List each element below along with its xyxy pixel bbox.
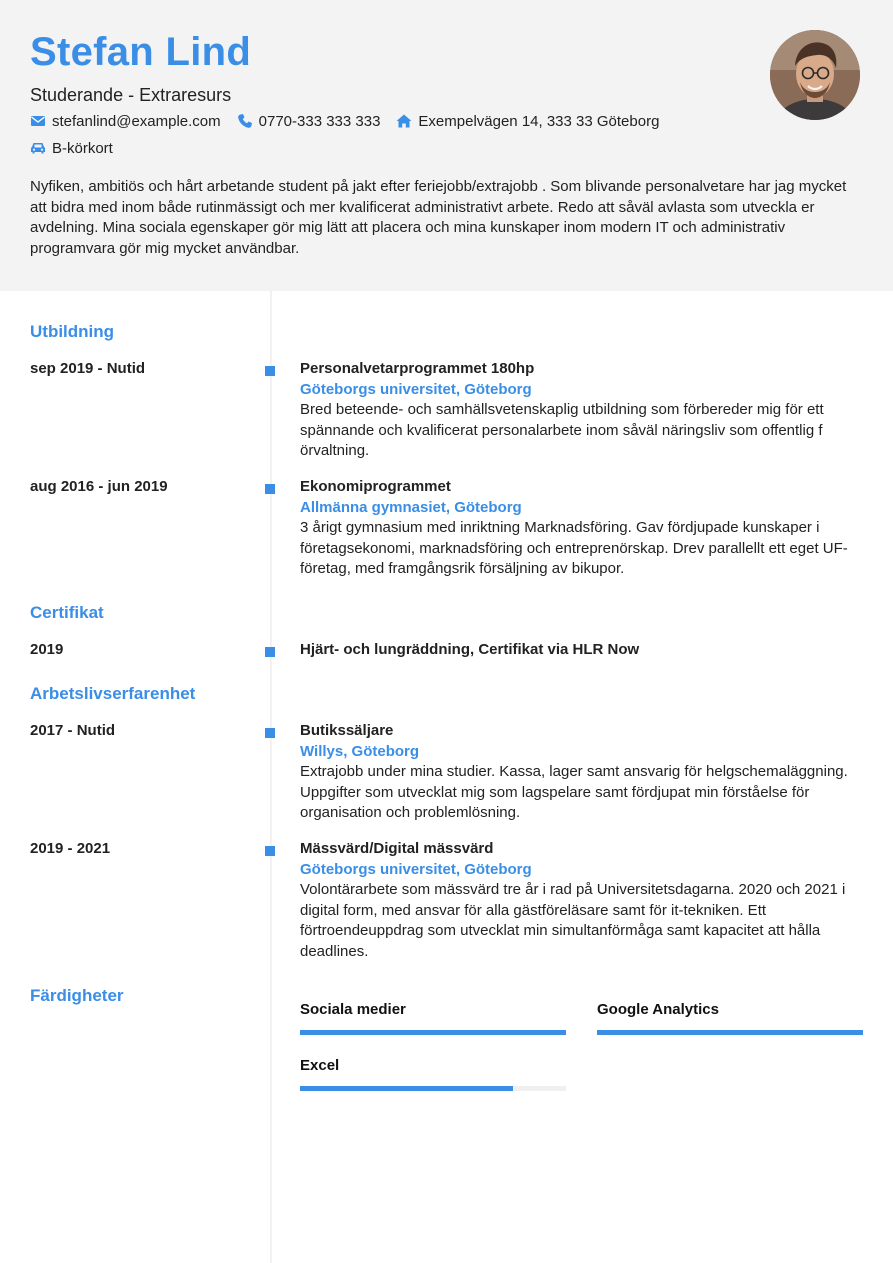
phone-icon: [237, 113, 253, 129]
experience-date: 2019 - 2021: [30, 840, 111, 857]
timeline-bullet: [265, 484, 275, 494]
license-text: B-körkort: [52, 139, 113, 157]
skill-level-fill: [597, 1030, 863, 1035]
license-row: [30, 138, 129, 158]
header: [0, 0, 893, 291]
entry-organization: Göteborgs universitet, Göteborg: [300, 380, 532, 398]
entry-description: 3 årigt gymnasium med inriktning Marknadsföring. Gav fördjupade kunskaper i företagsekonomi, marknadsföring och entreprenörskap. Drev parallellt ett eget UF-företag, med framgångsrik försäljning av bikupor.: [300, 519, 848, 577]
contact-email[interactable]: [30, 113, 221, 130]
contact-license: [30, 140, 113, 157]
skill-item: [300, 1057, 566, 1091]
envelope-icon: [30, 113, 46, 129]
timeline-bullet: [265, 846, 275, 856]
section-title-education: Utbildning: [30, 322, 115, 341]
entry-title: Butikssäljare: [300, 722, 394, 739]
entry-organization: Allmänna gymnasiet, Göteborg: [300, 498, 522, 516]
entry-title: Mässvärd/Digital mässvärd: [300, 840, 494, 857]
entry-title: Personalvetarprogrammet 180hp: [300, 360, 535, 377]
skill-label: Excel: [300, 1057, 340, 1074]
education-entry: [300, 477, 865, 580]
entry-organization: Willys, Göteborg: [300, 742, 420, 760]
skill-item: [597, 1001, 863, 1035]
skill-level-track: [597, 1030, 863, 1035]
entry-description: Volontärarbete som mässvärd tre år i rad på Universitetsdagarna. 2020 och 2021 i digital form, med ansvar för alla gästföreläsare samt för it-tekniken. Ett förtroendeuppdrag som utvecklat min simultanförmåga samt kapacitet att hålla deadlines.: [300, 881, 846, 960]
section-title-certificates: Certifikat: [30, 603, 104, 622]
education-date: aug 2016 - jun 2019: [30, 478, 168, 495]
experience-entry: [300, 839, 865, 962]
profile-photo: [770, 30, 860, 120]
phone-text: 0770-333 333 333: [258, 112, 381, 130]
education-entry: [300, 359, 865, 462]
entry-organization: Göteborgs universitet, Göteborg: [300, 860, 532, 878]
email-text: stefanlind@example.com: [52, 112, 221, 130]
timeline-bullet: [265, 728, 275, 738]
skill-item: [300, 1001, 566, 1035]
skill-level-fill: [300, 1030, 566, 1035]
timeline-divider: [270, 291, 272, 1263]
skill-level-track: [300, 1030, 566, 1035]
home-icon: [396, 113, 412, 129]
entry-description: Extrajobb under mina studier. Kassa, lager samt ansvarig för helgschemaläggning. Uppgifter som utvecklat mig som lagspelare samt fördjupat min förståelse för organisation och problemlösning.: [300, 763, 848, 821]
entry-description: Bred beteende- och samhällsvetenskaplig utbildning som förbereder mig för ett spännande och kvalificerat personalarbete inom såväl näringsliv som offentlig f örvaltning.: [300, 401, 824, 459]
section-title-skills: Färdigheter: [30, 986, 124, 1005]
contact-row: [30, 111, 675, 131]
skill-level-track: [300, 1086, 566, 1091]
address-text: Exempelvägen 14, 333 33 Göteborg: [418, 112, 660, 130]
certificate-date: 2019: [30, 641, 64, 658]
skill-label: Sociala medier: [300, 1001, 406, 1018]
experience-date: 2017 - Nutid: [30, 722, 116, 739]
certificate-entry: [300, 640, 865, 661]
car-icon: [30, 140, 46, 156]
experience-entry: [300, 721, 865, 824]
timeline-bullet: [265, 647, 275, 657]
entry-title: Ekonomiprogrammet: [300, 478, 451, 495]
avatar: [770, 30, 860, 120]
skill-level-fill: [300, 1086, 513, 1091]
candidate-subtitle: Studerande - Extraresurs: [30, 85, 232, 105]
profile-summary: Nyfiken, ambitiös och hårt arbetande student på jakt efter feriejobb/extrajobb . Som blivande personalvetare har jag mycket att bidra med inom både rutinmässigt och mer kvalificerat administrativt arbete. Redo att såväl avlasta som utveckla er avdelning. Mina sociala egenskaper gör mig lätt att placera och mina kunskaper inom modern IT och administrativ programvara gör mig mycket användbar.: [30, 178, 847, 257]
timeline-bullet: [265, 366, 275, 376]
education-date: sep 2019 - Nutid: [30, 360, 146, 377]
section-title-experience: Arbetslivserfarenhet: [30, 684, 196, 703]
contact-address: [396, 113, 659, 130]
contact-phone[interactable]: [237, 113, 381, 130]
candidate-name: Stefan Lind: [30, 30, 252, 74]
entry-title: Hjärt- och lungräddning, Certifikat via HLR Now: [300, 641, 640, 658]
skill-label: Google Analytics: [597, 1001, 719, 1018]
